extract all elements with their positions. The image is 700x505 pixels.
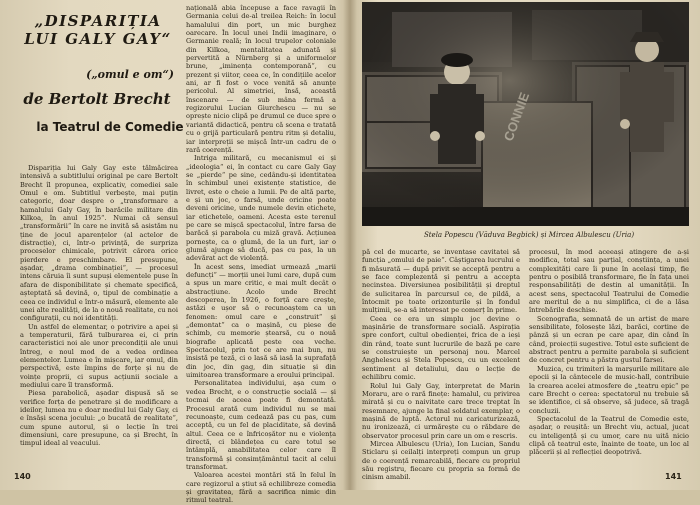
photo-caption: Stela Popescu (Văduva Begbick) și Mircea Albulescu (Uria) [423,231,635,239]
paragraph: Valoarea acestei montări stă în felul în care regizorul a știut să echilibreze comedia și gravitatea, fără a sacrifica nimic din ritmul teatral. [186,471,336,505]
paragraph: Spectacolul de la Teatrul de Comedie este, așadar, o reușită: un Brecht viu, actual, jucat cu inteligență și cu umor, care nu uită nicio clipă că teatrul este, înainte de toate, un loc al plăcerii și al reflecției deopotrivă. [529,414,689,457]
article-title: „DISPARIȚIA LUI GALY GAY“ [24,12,172,48]
paragraph: națională abia începuse a face ravagii în Germania celui de-al treilea Reich: în locul hamalului din port, un mic burghez oarecare. În locul unei Indii imaginare, o Germanie reală; în locul trupelor coloniale din Kilkoa, mentalitatea adunată și pervertită a Nürnberg și a uniformelor brune, „iminența contemporană“, cu prezent și viitor, ceea ce, în condițiile acelor ani, ar fi fost o voce venită să anunțe pericolul. Al simetriei, însă, această înscenare — de sub mâna fermă a regizorului Lucian Giurchescu — nu se oprește nicio clipă pe drumul ce duce spre o variantă didactică, pentru că scena e tratată cu o grijă particulară pentru ritm și detaliu, iar interpreții se mișcă într-un cadru de o rară coerență. [186,4,336,154]
paragraph: Scenografia, semnată de un artist de mare sensibilitate, folosește lăzi, barăci, cortine de pânză și un ecran pe care apar, din când în când, proiecții sugestive. Totul este suficient de abstract pentru a permite parabola și suficient de concret pentru a păstra gustul farsei. [529,314,689,365]
left-column-1 [20,164,178,474]
paragraph: Piesa parabolică, așadar dispusă să se verifice forța de penetrare și de modificare a ideilor, lumea nu e doar mediul lui Galy Gay, ci e însăși scena jocului: „o bucată de realitate“, cum spune autorul, și o lecție în trei dimensiuni, care presupune, ca și Brecht, în timpul ideal al veacului. [20,389,178,448]
article-venue: la Teatrul de Comedie [36,120,184,134]
paragraph: Mircea Albulescu (Uria), Ion Lucian, Sandu Sticlaru și ceilalți interpreți compun un grup de o coerență remarcabilă, fiecare cu propriul său registru, fiecare cu propria sa formă de cinism amabil. [362,439,520,482]
paragraph: Personalitatea individului, așa cum o vedea Brecht, e o construcție socială — și tocmai de aceea poate fi demontată. Procesul arată cum individul nu se mai recunoaște, cum cedează pas cu pas, cum acceptă, cu un fel de placiditate, să devină altul. Ceea ce e înfricoșător nu e violența directă, ci blândețea cu care totul se întâmplă, amabilitatea celor care îl transformă și consimțământul tacit al celui transformat. [186,379,336,471]
photo-image [362,2,689,226]
page-number-right: 141 [665,472,682,481]
left-page [0,0,346,505]
left-column-2 [186,4,336,505]
paragraph: Intriga militară, cu mecanismul ei și „ideologia“ ei, în contact cu care Galy Gay se „pierde“ pe sine, cedându-și identitatea în schimbul unei existențe statistice, de livret, este o cheie a lumii. Pe de altă parte, e și un joc, o farsă, unde oricine poate deveni oricine, unde numele devin etichete, iar etichetele, oameni. Acesta este terenul pe care se mișcă spectacolul, între farsa de barăcă și parabola cu miză gravă. Acțiunea pornește, ca o glumă, de la un furt, iar o glumă ajunge să ducă, pas cu pas, la un adevărat act de violență. [186,154,336,263]
article-author: de Bertolt Brecht [23,90,171,108]
paragraph: procesul, în mod aceeași atingere de a-și modifica, total sau parțial, conștiința, a unei complexități care îi pune în același timp, fie pentru o posibilă transformare, fie în fața unei responsabilități de destin al umanității. În acest sens, spectacolul Teatrului de Comedie are meritul de a nu simplifica, ci de a lăsa întrebările deschise. [529,248,689,315]
paragraph: Rolul lui Galy Gay, interpretat de Marin Moraru, are o rară finețe: hamalul, cu privirea mirată și cu o naivitate care trece treptat în resemnare, ajunge la final soldatul exemplar, o mașină de luptă. Actorul nu caricaturizează, nu ironizează, ci urmărește cu o răbdare de observator procesul prin care un om e rescris. [362,381,520,440]
article-subtitle: („omul e om“) [86,68,174,81]
paragraph: Dispariția lui Galy Gay este tălmăcirea intensivă a subtitlului original pe care Bertolt Brecht îl propunea, explicativ, comediei sale Omul e om. Subtitlul verbește, mai puțin categoric, doar despre o „transformare a hamalului Galy Gay, în barăcile militare din Kilkoa, în anul 1925“. Numai că sensul „transformării“ în care ne invită să asistăm nu ține de jocul aparențelor (al actelor de distracție), ci, într-o privință, de surpriza proceselor chimicale, potrivit cărora orice pierdere e preschimbare. El presupune, așadar, „drama combinației“, — procesul intens căruia îi sunt supuși elementele puse în afara de disponibilitate și chemate specifică, așteptată să devină, o, tipul de combinație a ceea ce individul e într-o măsură, elemente ale unei alte realități, de la o nouă realitate, cu noi configurații, cu noi identități. [20,164,178,323]
paragraph: În acest sens, imediat urmează „marii defuncți“ — morții unei lumi care, după cum a spus un mare critic, e mai mult decât o abstracțiune. Acolo unde Brecht descoperea, în 1926, o forță care crește, astăzi e ușor să o recunoaștem ca un fenomen: omul care e „construit“ și „demontat“ ca o mașină, cu piese de schimb, cu memorie ștearsă, cu o nouă biografie aplicată peste cea veche. Spectacolul, prin tot ce are mai bun, nu insistă pe teză, ci o lasă să iasă la suprafață din joc, din gag, din situație și din uimitoarea transformare a eroului principal. [186,262,336,380]
right-column-1 [362,248,520,482]
page-number-left: 140 [14,472,31,481]
paragraph: Ceea ce era un simplu joc devine o mașinărie de transformare socială. Aspirația spre confort, cultul obedienței, frica de a ieși din rând, toate sunt lucrurile de bază pe care se construiește un personaj nou. Marcel Anghelescu și Stela Popescu, cu un excelent sentiment al detaliului, dau o lecție de echilibru comic. [362,314,520,382]
paragraph: Un astfel de elementar, o potrivire a apei și a temperaturii, fără tulburarea ei, ci prin caracteristici noi ale unor precondiții ale unui întreg, e noul mod de a vedea ordinea elementelor. Lumea e în mișcare, iar omul, din perspectivă, este împins de forțe și nu de voințe proprii, ci supus acțiunii sociale a mediului care îl transformă. [20,322,178,389]
paragraph: Muzica, cu trimiteri la marșurile militare ale epocii și la cântecele de music-hall, contribuie la crearea acelei atmosfere de „teatru epic“ pe care Brecht o cerea: spectatorul nu trebuie să se identifice, ci să observe, să judece, să tragă concluzii. [529,364,689,415]
right-page [354,0,700,490]
production-photo [362,2,689,226]
right-column-2 [529,248,689,474]
paragraph: pă cel de mucarte, se inventase cavitatei să funcția „omului de paie“. Câștigarea lucrului e fi măsurată — după privit se acceptă pentru a se face complezentă și pentru a accepta necinstea. Diversiunea posibilității și dreptul de sulicitarea în parcursul ce, de pildă, a întocmit pe toate orizonturile și în fondul mulțimii, se-a să interesat pe comerț în prime. [362,248,520,315]
